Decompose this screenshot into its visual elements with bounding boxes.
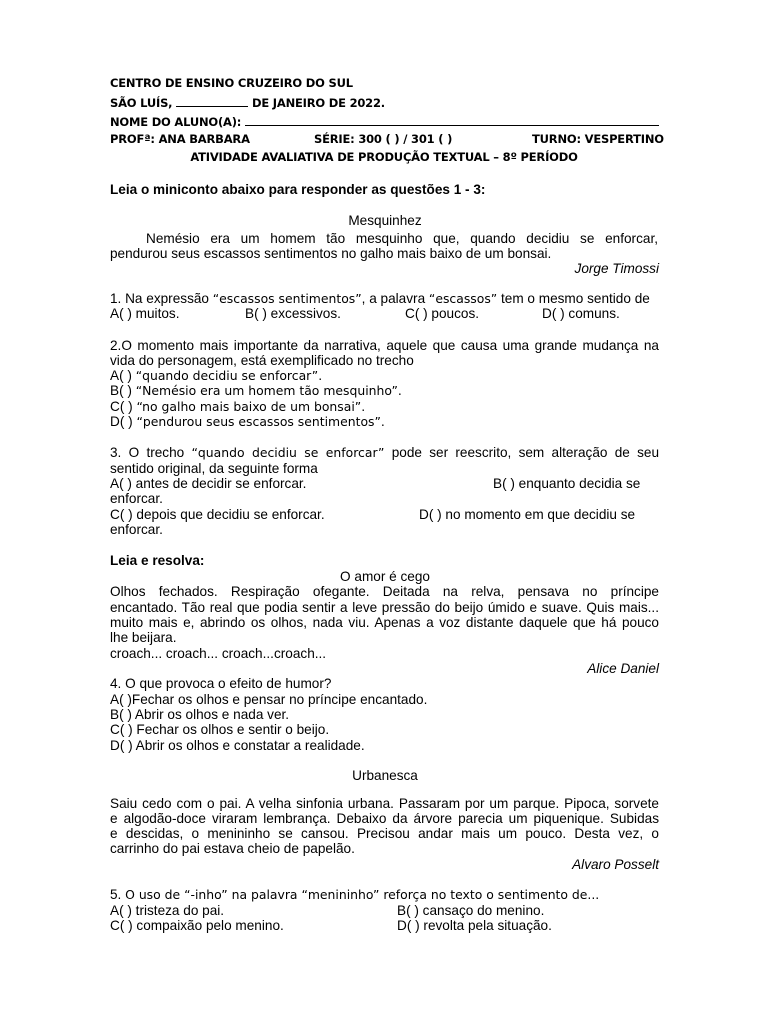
section2-instruction: Leia e resolva:	[110, 553, 205, 568]
q2-d-label: D( )	[110, 414, 137, 429]
story3-line3: e descidas, o menininho se cansou. Precisou andar mais um pouco. Desta vez, o	[110, 826, 659, 841]
question4-stem: 4. O que provoca o efeito de humor?	[110, 676, 332, 691]
story2-title: O amor é cego	[340, 569, 430, 584]
series-field: SÉRIE: 300 ( ) / 301 ( )	[314, 132, 453, 146]
story2-line5: croach... croach... croach...croach...	[110, 646, 327, 661]
school-name: CENTRO DE ENSINO CRUZEIRO DO SUL	[110, 76, 353, 90]
story1-line1: Nemésio era um homem tão mesquinho que, quando decidiu se enforcar,	[146, 231, 658, 246]
q1-option-b[interactable]: B( ) excessivos.	[245, 306, 341, 321]
q3-option-c[interactable]: C( ) depois que decidiu se enforcar.	[110, 507, 325, 522]
date-blank	[176, 95, 248, 107]
q4-option-d[interactable]: D( ) Abrir os olhos e constatar a realidade.	[110, 738, 365, 753]
question3-line2: sentido original, da seguinte forma	[110, 461, 318, 476]
q4-option-c[interactable]: C( ) Fechar os olhos e sentir o beijo.	[110, 722, 330, 737]
q2-option-c[interactable]	[110, 399, 660, 415]
story3-line4: carrinho do pai estava cheio de papelão.	[110, 841, 355, 856]
q3-text-a: 3. O trecho	[110, 445, 192, 460]
story2-line4: lhe beijara.	[110, 630, 177, 645]
q2-d-text: “pendurou seus escassos sentimentos”.	[136, 414, 385, 429]
shift-field: TURNO: VESPERTINO	[532, 132, 664, 146]
activity-title: ATIVIDADE AVALIATIVA DE PRODUÇÃO TEXTUAL – 8º PERÍODO	[190, 150, 578, 164]
q2-c-text: “no galho mais baixo de um bonsai”.	[136, 399, 366, 414]
q2-b-text: “Nemésio era um homem tão mesquinho”.	[135, 383, 402, 398]
q5-option-b[interactable]: B( ) cansaço do menino.	[397, 903, 545, 918]
q1-option-c[interactable]: C( ) poucos.	[405, 306, 480, 321]
story3-line1: Saiu cedo com o pai. A velha sinfonia urbana. Passaram por um parque. Pipoca, sorvete	[110, 796, 659, 811]
question2-line1: 2.O momento mais importante da narrativa, aquele que causa uma grande mudança na	[110, 338, 659, 353]
story3-line2: e algodão-doce viraram lembrança. Debaixo da árvore parecia um piquenique. Subidas	[110, 811, 659, 826]
q5-option-d[interactable]: D( ) revolta pela situação.	[397, 918, 552, 933]
story1-title: Mesquinhez	[348, 213, 422, 228]
teacher-name: PROFª: ANA BARBARA	[110, 132, 250, 146]
q2-b-label: B( )	[110, 383, 136, 398]
date-suffix: DE JANEIRO DE 2022.	[251, 96, 385, 110]
q5-option-a[interactable]: A( ) tristeza do pai.	[110, 903, 225, 918]
q3-text-b: pode ser reescrito, sem alteração de seu	[384, 445, 660, 460]
story2-line3: muito mais e, abrindo os olhos, nada viu. Apenas a voz distante daquele que há pouco	[110, 615, 659, 630]
student-name-blank	[245, 114, 659, 126]
q1-text-c: tem o mesmo sentido de	[497, 291, 650, 306]
q2-option-a[interactable]	[110, 368, 660, 384]
date-prefix: SÃO LUÍS,	[110, 96, 173, 110]
story2-line2: encantado. Tão real que podia sentir a leve pressão do beijo úmido e suave. Quis mais...	[110, 600, 659, 615]
q5-text: O uso de “-inho” na palavra “menininho” reforça no texto o sentimento de...	[125, 887, 600, 902]
story3-author: Alvaro Posselt	[572, 857, 659, 872]
story2-line1: Olhos fechados. Respiração ofegante. Deitada na relva, pensava no príncipe	[110, 584, 659, 599]
q4-option-a[interactable]: A( )Fechar os olhos e pensar no príncipe encantado.	[110, 692, 428, 707]
student-name-line	[110, 114, 658, 129]
q1-quote-b: “escassos”	[428, 291, 498, 306]
question2-line2: vida do personagem, está exemplificado no trecho	[110, 353, 414, 368]
q1-option-a[interactable]: A( ) muitos.	[110, 306, 180, 321]
q1-quote-a: “escassos sentimentos”	[212, 291, 362, 306]
student-label: NOME DO ALUNO(A):	[110, 115, 242, 129]
question3-line1	[110, 445, 659, 461]
q2-option-d[interactable]	[110, 414, 660, 430]
q3-option-d[interactable]: D( ) no momento em que decidiu se	[419, 507, 636, 522]
question1-stem	[110, 291, 660, 307]
question5-stem	[110, 887, 660, 903]
q3-option-a[interactable]: A( ) antes de decidir se enforcar.	[110, 476, 307, 491]
q1-option-d[interactable]: D( ) comuns.	[542, 306, 620, 321]
q2-option-b[interactable]	[110, 383, 660, 399]
q2-c-label: C( )	[110, 399, 137, 414]
q3-option-d-cont: enforcar.	[110, 522, 163, 537]
q3-option-b-cont: enforcar.	[110, 491, 163, 506]
story3-title: Urbanesca	[352, 768, 418, 783]
q3-option-b[interactable]: B( ) enquanto decidia se	[493, 476, 641, 491]
section1-instruction: Leia o miniconto abaixo para responder as questões 1 - 3:	[110, 182, 486, 197]
q1-text-b: , a palavra	[361, 291, 429, 306]
q1-text-a: 1. Na expressão	[110, 291, 213, 306]
story1-author: Jorge Timossi	[574, 261, 659, 276]
q4-option-b[interactable]: B( ) Abrir os olhos e nada ver.	[110, 707, 290, 722]
story1-line2: pendurou seus escassos sentimentos no galho mais baixo de um bonsai.	[110, 246, 552, 261]
story2-author: Alice Daniel	[587, 661, 659, 676]
q2-a-text: “quando decidiu se enforcar”.	[135, 368, 323, 383]
q5-number: 5.	[110, 887, 126, 902]
q2-a-label: A( )	[110, 368, 136, 383]
q3-quote: “quando decidiu se enforcar”	[191, 445, 385, 460]
date-line	[110, 95, 658, 110]
q5-option-c[interactable]: C( ) compaixão pelo menino.	[110, 918, 284, 933]
